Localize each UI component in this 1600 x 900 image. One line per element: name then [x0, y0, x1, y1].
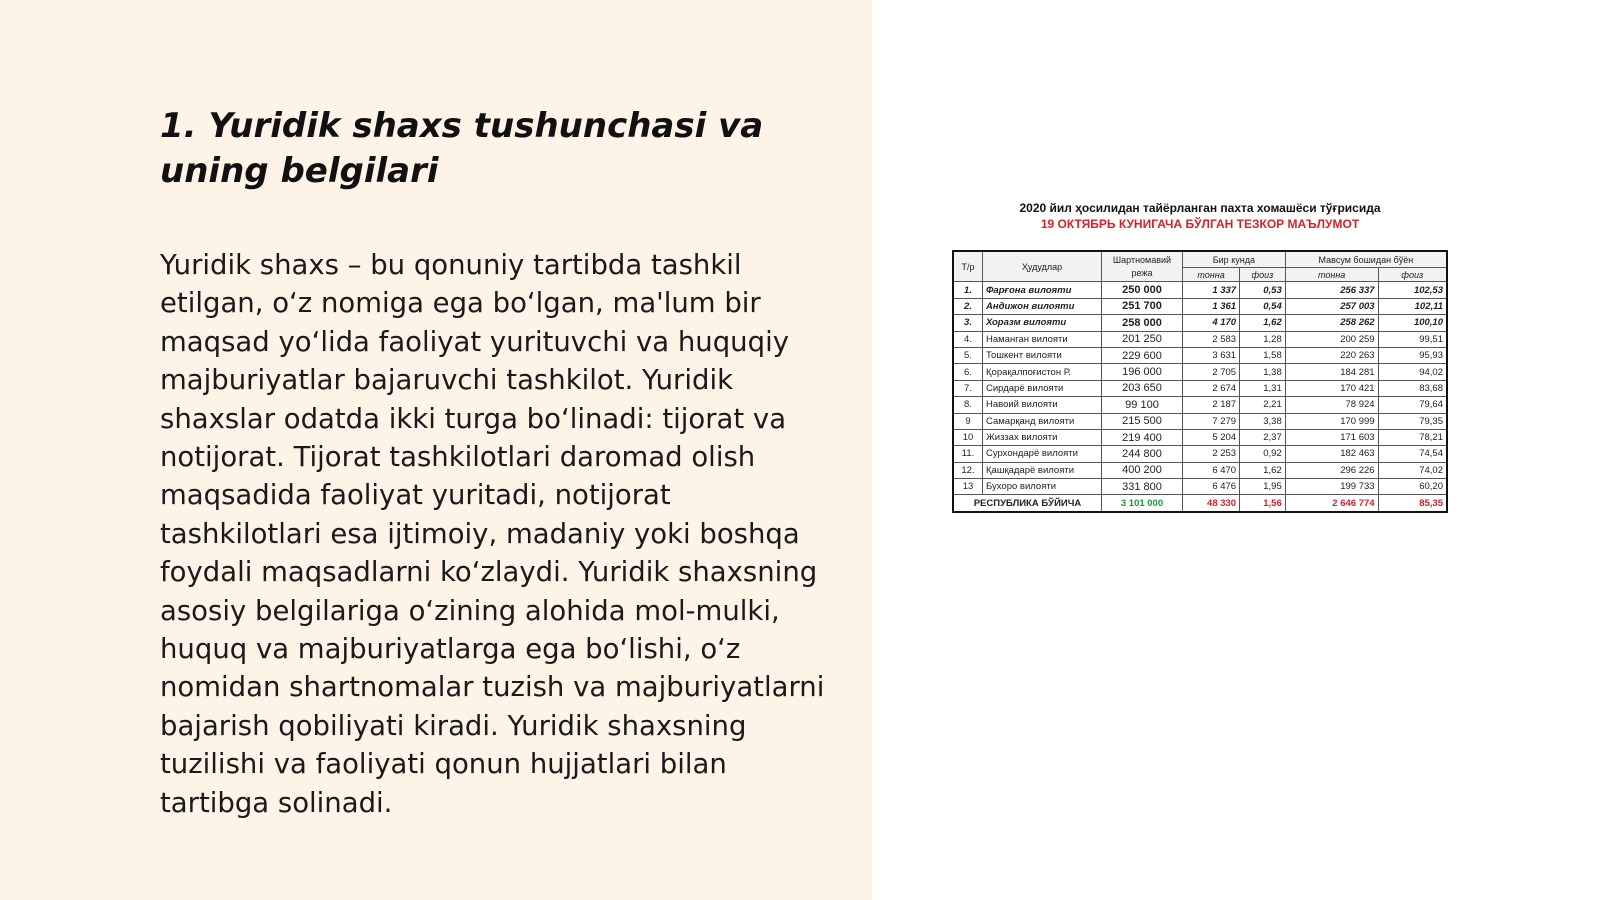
cell-season-percent: 60,20 — [1378, 479, 1447, 495]
cell-daily-percent: 1,38 — [1240, 364, 1286, 380]
cell-daily-tons: 2 583 — [1183, 331, 1240, 347]
cell-region: Наманган вилояти — [983, 331, 1102, 347]
cell-daily-percent: 1,31 — [1240, 380, 1286, 396]
cell-daily-tons: 6 476 — [1183, 479, 1240, 495]
table-row — [953, 315, 1447, 331]
cell-season-tons: 184 281 — [1285, 364, 1378, 380]
cell-num: 11. — [953, 446, 983, 462]
cell-num: 5. — [953, 347, 983, 363]
cell-region: Қорақалпоғистон Р. — [983, 364, 1102, 380]
cell-plan: 331 800 — [1102, 479, 1183, 495]
cell-region: Тошкент вилояти — [983, 347, 1102, 363]
table-row — [953, 347, 1447, 363]
slide-body-text: Yuridik shaxs – bu qonuniy tartibda tashkil etilgan, o‘z nomiga ega bo‘lgan, ma'lum bir maqsad yo‘lida faoliyat yurituvchi va huquqiy majburiyatlar bajaruvchi tashkilot. Yuridik shaxslar odatda ikki turga bo‘linadi: tijorat va notijorat. Tijorat tashkilotlari daromad olish maqsadida faoliyat yuritadi, notijorat tashkilotlari esa ijtimoiy, madaniy yoki boshqa foydali maqsadlarni ko‘zlaydi. Yuridik shaxsning asosiy belgilariga o‘zining alohida mol-mulki, huquq va majburiyatlarga ega bo‘lishi, o‘z nomidan shartnomalar tuzish va majburiyatlarni bajarish qobiliyati kiradi. Yuridik shaxsning tuzilishi va faoliyati qonun hujjatlari bilan tartibga solinadi. — [160, 249, 825, 819]
cell-season-percent: 94,02 — [1378, 364, 1447, 380]
cell-daily-percent: 0,53 — [1240, 282, 1286, 298]
table-row — [953, 397, 1447, 413]
cell-plan: 201 250 — [1102, 331, 1183, 347]
cell-region: Жиззах вилояти — [983, 429, 1102, 445]
cell-season-percent: 78,21 — [1378, 429, 1447, 445]
cell-num: 3. — [953, 315, 983, 331]
cell-season-tons: 256 337 — [1285, 282, 1378, 298]
header-daily: Бир кунда — [1183, 251, 1286, 268]
table-row — [953, 446, 1447, 462]
slide-title: 1. Yuridik shaxs tushunchasi va uning belgilari — [160, 106, 764, 191]
cell-season-tons: 257 003 — [1285, 298, 1378, 314]
cell-daily-percent: 1,62 — [1240, 462, 1286, 478]
cell-daily-tons: 6 470 — [1183, 462, 1240, 478]
table-row — [953, 413, 1447, 429]
cell-region: Андижон вилояти — [983, 298, 1102, 314]
total-row — [953, 495, 1447, 512]
cell-num: 13 — [953, 479, 983, 495]
cell-season-percent: 102,53 — [1378, 282, 1447, 298]
cell-daily-tons: 1 337 — [1183, 282, 1240, 298]
cell-season-tons: 199 733 — [1285, 479, 1378, 495]
cell-num: 1. — [953, 282, 983, 298]
header-num: Т/р — [953, 251, 983, 282]
total-daily-percent: 1,56 — [1240, 495, 1286, 512]
cell-plan: 203 650 — [1102, 380, 1183, 396]
header-season-percent: фоиз — [1378, 268, 1447, 282]
cell-daily-tons: 4 170 — [1183, 315, 1240, 331]
cell-daily-tons: 5 204 — [1183, 429, 1240, 445]
cell-region: Хоразм вилояти — [983, 315, 1102, 331]
table-row — [953, 462, 1447, 478]
cell-season-percent: 100,10 — [1378, 315, 1447, 331]
cell-num: 2. — [953, 298, 983, 314]
cell-num: 12. — [953, 462, 983, 478]
cell-season-tons: 170 421 — [1285, 380, 1378, 396]
cell-plan: 251 700 — [1102, 298, 1183, 314]
cell-region: Навоий вилояти — [983, 397, 1102, 413]
cell-plan: 196 000 — [1102, 364, 1183, 380]
table-row — [953, 364, 1447, 380]
cell-plan: 244 800 — [1102, 446, 1183, 462]
cell-season-percent: 95,93 — [1378, 347, 1447, 363]
header-plan: Шартномавий режа — [1102, 251, 1183, 282]
total-season-percent: 85,35 — [1378, 495, 1447, 512]
cell-season-tons: 296 226 — [1285, 462, 1378, 478]
table-figure — [950, 200, 1450, 530]
cell-daily-tons: 2 705 — [1183, 364, 1240, 380]
cell-season-percent: 83,68 — [1378, 380, 1447, 396]
header-region: Ҳудудлар — [983, 251, 1102, 282]
cell-plan: 258 000 — [1102, 315, 1183, 331]
cell-region: Фарғона вилояти — [983, 282, 1102, 298]
cell-season-percent: 99,51 — [1378, 331, 1447, 347]
cell-num: 8. — [953, 397, 983, 413]
cell-plan: 400 200 — [1102, 462, 1183, 478]
table-row — [953, 479, 1447, 495]
cell-daily-percent: 1,28 — [1240, 331, 1286, 347]
cell-season-percent: 79,64 — [1378, 397, 1447, 413]
cell-daily-percent: 1,95 — [1240, 479, 1286, 495]
cell-num: 7. — [953, 380, 983, 396]
cell-region: Бухоро вилояти — [983, 479, 1102, 495]
cell-region: Қашқадарё вилояти — [983, 462, 1102, 478]
table-row — [953, 282, 1447, 298]
table-row — [953, 380, 1447, 396]
table-row — [953, 298, 1447, 314]
cell-num: 10 — [953, 429, 983, 445]
cell-daily-percent: 2,37 — [1240, 429, 1286, 445]
total-label: РЕСПУБЛИКА БЎЙИЧА — [953, 495, 1102, 512]
total-plan: 3 101 000 — [1102, 495, 1183, 512]
cell-plan: 99 100 — [1102, 397, 1183, 413]
cell-daily-percent: 2,21 — [1240, 397, 1286, 413]
cell-region: Самарқанд вилояти — [983, 413, 1102, 429]
cell-region: Сирдарё вилояти — [983, 380, 1102, 396]
cell-plan: 229 600 — [1102, 347, 1183, 363]
cell-daily-tons: 2 187 — [1183, 397, 1240, 413]
header-season: Мавсум бошидан бўён — [1285, 251, 1447, 268]
cell-daily-percent: 1,62 — [1240, 315, 1286, 331]
cell-daily-percent: 0,92 — [1240, 446, 1286, 462]
cell-season-tons: 182 463 — [1285, 446, 1378, 462]
cell-season-tons: 170 999 — [1285, 413, 1378, 429]
cell-daily-tons: 2 674 — [1183, 380, 1240, 396]
header-daily-percent: фоиз — [1240, 268, 1286, 282]
figure-title: 2020 йил ҳосилидан тайёрланган пахта хомашёси тўғрисида — [1019, 201, 1381, 215]
table-row — [953, 331, 1447, 347]
cell-plan: 219 400 — [1102, 429, 1183, 445]
cell-season-percent: 74,54 — [1378, 446, 1447, 462]
cell-daily-tons: 2 253 — [1183, 446, 1240, 462]
cell-season-tons: 78 924 — [1285, 397, 1378, 413]
cell-region: Сурхондарё вилояти — [983, 446, 1102, 462]
cotton-data-table — [952, 250, 1448, 513]
cell-daily-percent: 0,54 — [1240, 298, 1286, 314]
cell-num: 6. — [953, 364, 983, 380]
cell-season-percent: 102,11 — [1378, 298, 1447, 314]
cell-daily-tons: 7 279 — [1183, 413, 1240, 429]
total-daily-tons: 48 330 — [1183, 495, 1240, 512]
header-season-tons: тонна — [1285, 268, 1378, 282]
cell-daily-tons: 3 631 — [1183, 347, 1240, 363]
cell-season-percent: 74,02 — [1378, 462, 1447, 478]
cell-plan: 215 500 — [1102, 413, 1183, 429]
cell-season-tons: 258 262 — [1285, 315, 1378, 331]
cell-daily-percent: 1,58 — [1240, 347, 1286, 363]
table-body — [953, 282, 1447, 495]
table-row — [953, 429, 1447, 445]
cell-daily-tons: 1 361 — [1183, 298, 1240, 314]
figure-subtitle: 19 ОКТЯБРЬ КУНИГАЧА БЎЛГАН ТЕЗКОР МАЪЛУМОТ — [1040, 217, 1360, 231]
cell-daily-percent: 3,38 — [1240, 413, 1286, 429]
total-season-tons: 2 646 774 — [1285, 495, 1378, 512]
cell-num: 9 — [953, 413, 983, 429]
cell-season-tons: 220 263 — [1285, 347, 1378, 363]
cell-season-percent: 79,35 — [1378, 413, 1447, 429]
cell-plan: 250 000 — [1102, 282, 1183, 298]
cell-season-tons: 171 603 — [1285, 429, 1378, 445]
header-daily-tons: тонна — [1183, 268, 1240, 282]
cell-season-tons: 200 259 — [1285, 331, 1378, 347]
cell-num: 4. — [953, 331, 983, 347]
